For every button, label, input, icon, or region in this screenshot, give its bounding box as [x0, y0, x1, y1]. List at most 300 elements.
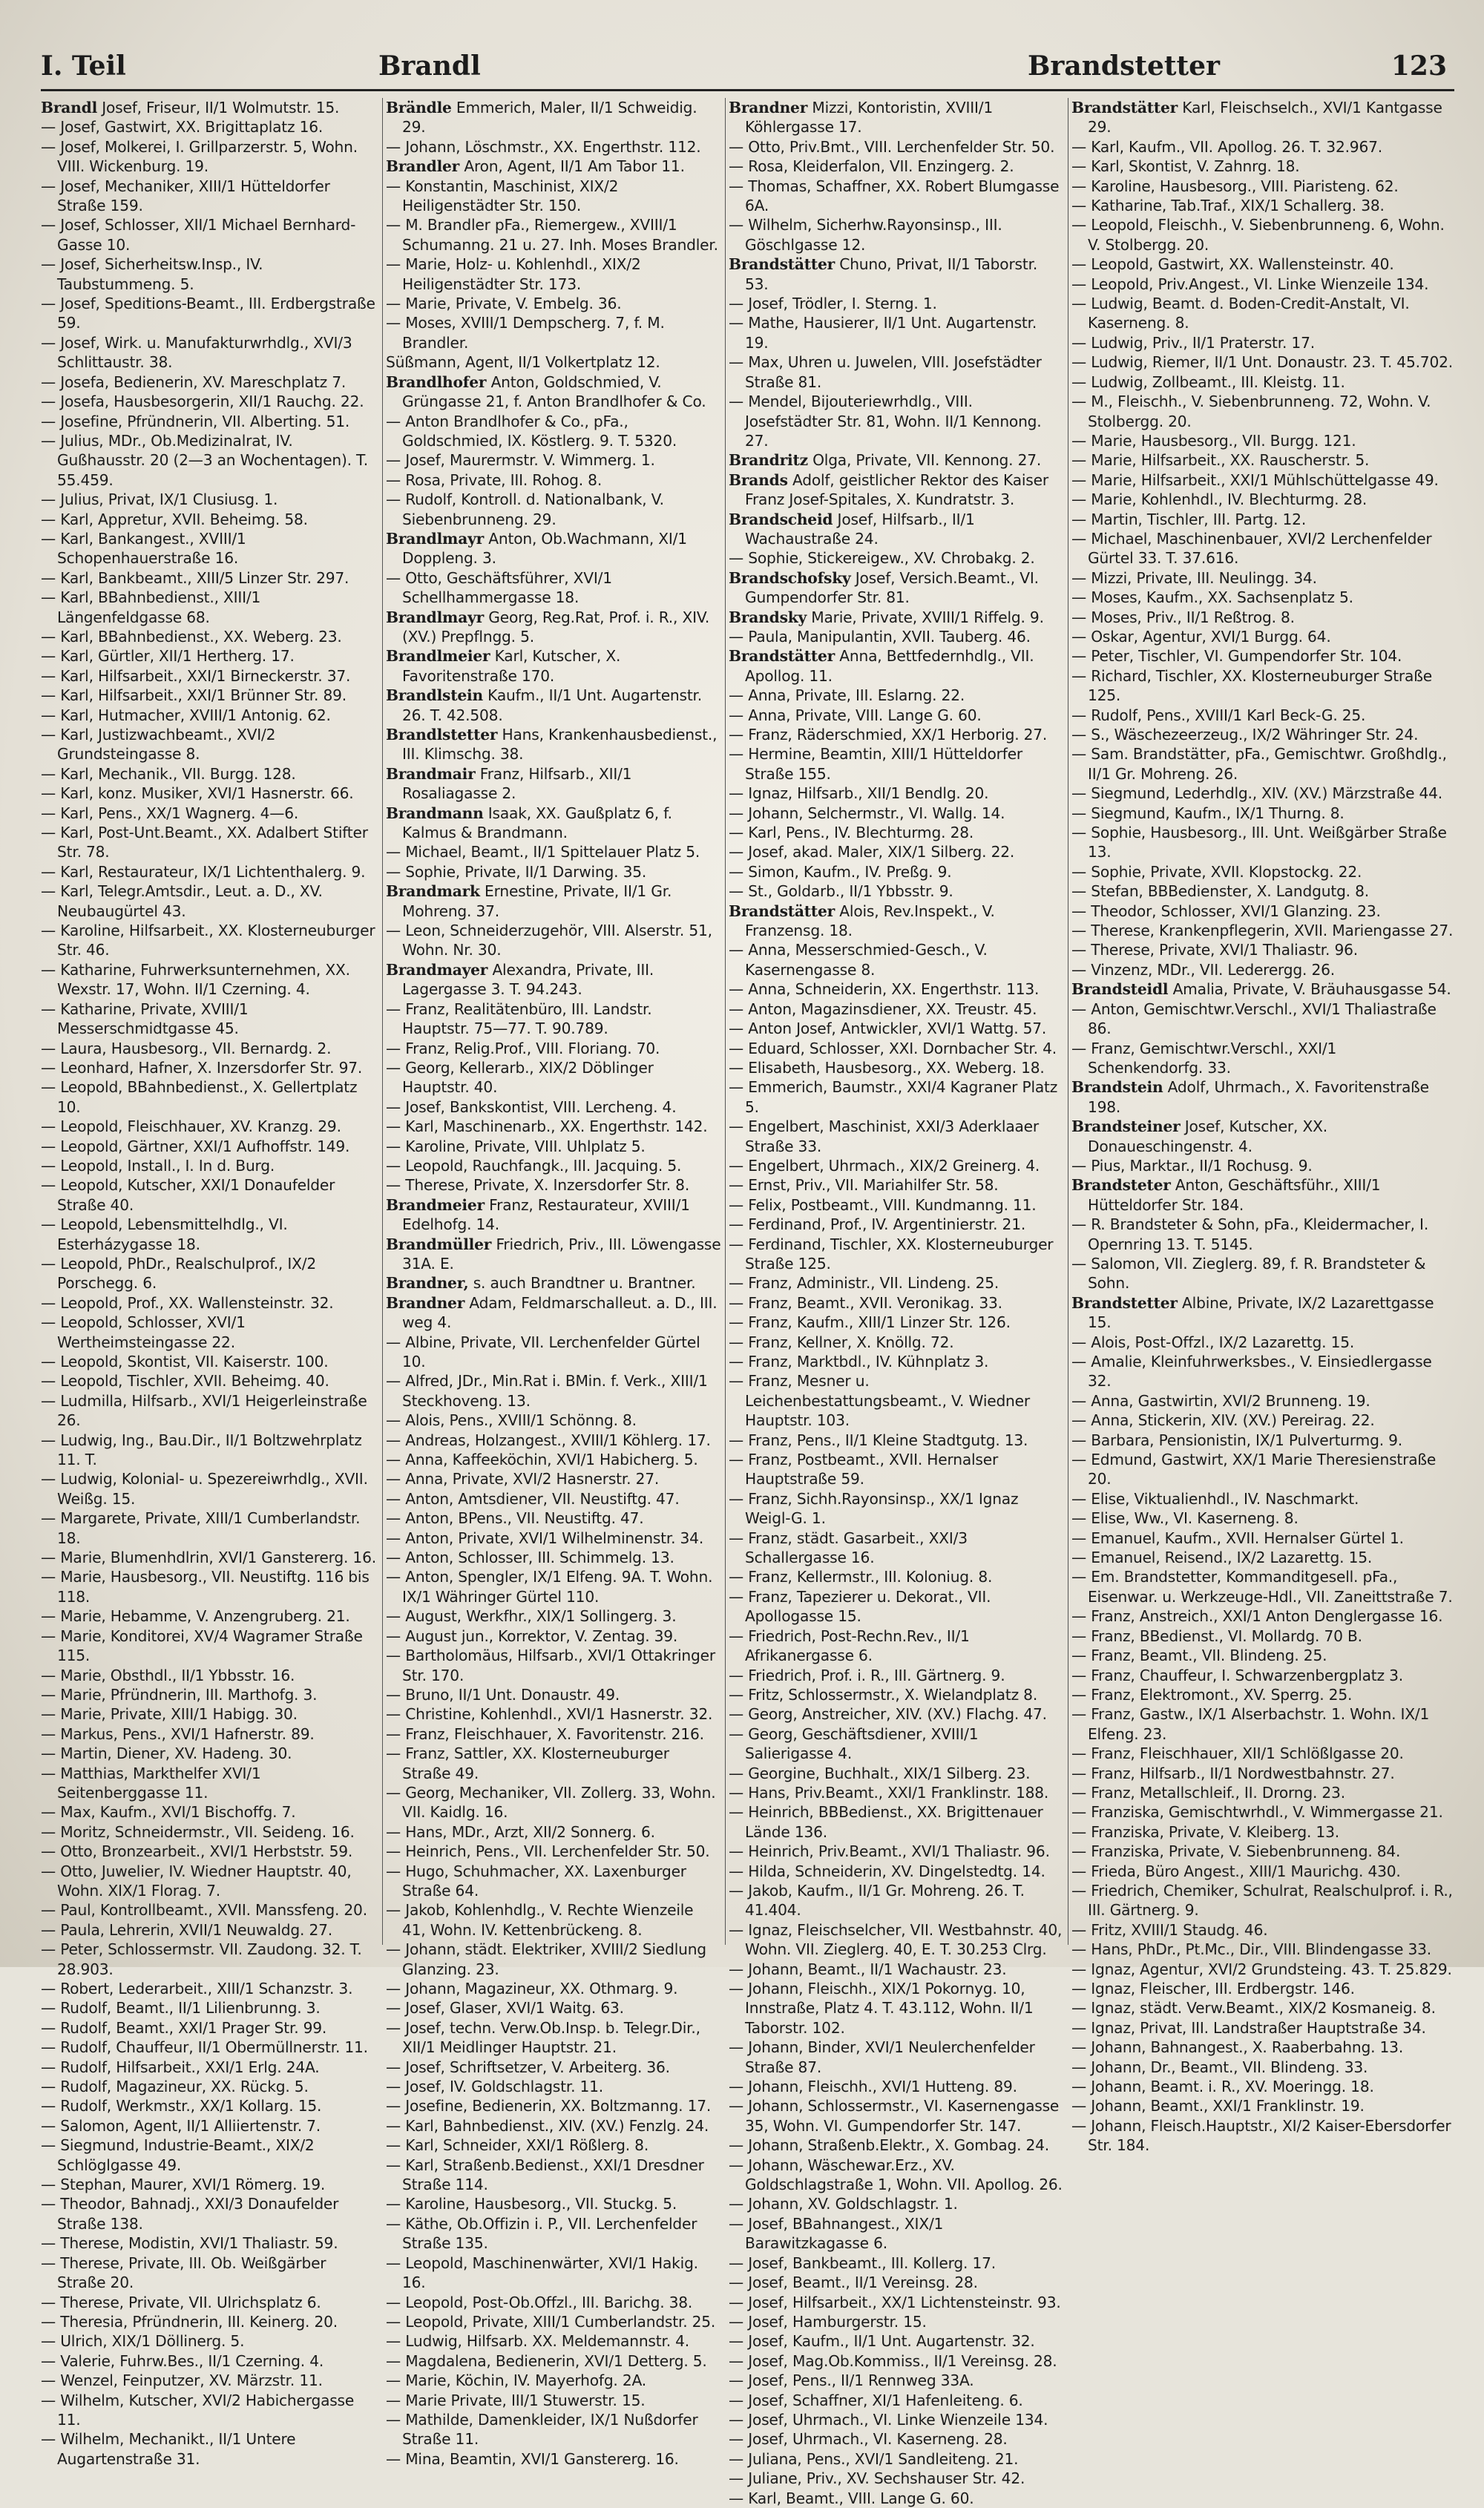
directory-entry	[41, 2371, 378, 2390]
directory-entry	[1071, 1529, 1454, 1548]
entry-text: — Stephan, Maurer, XVI/1 Römerg. 19.	[41, 2176, 326, 2194]
entry-text: Albine, Private, IX/2 Lazarettgasse 15.	[1088, 1293, 1434, 1332]
entry-text: — Marie, Obsthdl., II/1 Ybbsstr. 16.	[41, 1666, 295, 1684]
directory-entry	[729, 1077, 1064, 1117]
entry-text: — Leopold, Lebensmittelhdlg., VI. Esterházygasse 18.	[41, 1215, 288, 1253]
entry-text: — Sam. Brandstätter, pFa., Gemischtwr. Großhdlg., II/1 Gr. Mohreng. 26.	[1071, 745, 1447, 783]
entry-text: — Karl, Skontist, V. Zahnrg. 18.	[1071, 157, 1300, 176]
directory-entry	[729, 2489, 1064, 2508]
entry-text: — Georg, Kellerarb., XIX/2 Döblinger Hauptstr. 40.	[386, 1058, 654, 1097]
part-label: I. Teil	[41, 50, 126, 82]
directory-entry	[386, 1469, 721, 1488]
directory-entry	[1071, 1744, 1454, 1763]
entry-text: — Mizzi, Private, III. Neulingg. 34.	[1071, 568, 1317, 587]
directory-entry	[729, 823, 1064, 842]
directory-entry	[386, 1235, 721, 1274]
entry-text: — Leopold, Priv.Angest., VI. Linke Wienzeile 134.	[1071, 275, 1429, 293]
entry-text: — August, Werkfhr., XIX/1 Sollingerg. 3.	[386, 1607, 677, 1626]
entry-text: — Marie, Köchin, IV. Mayerhofg. 2A.	[386, 2371, 646, 2390]
entry-text: — Christine, Kohlenhdl., XVI/1 Hasnerstr. 32.	[386, 1705, 713, 1724]
entry-text: Josef, Versich.Beamt., VI. Gumpendorfer Str. 81.	[745, 568, 1039, 607]
entry-text: — M. Brandler pFa., Riemergew., XVIII/1 Schumanng. 21 u. 27. Inh. Moses Brandler.	[386, 216, 718, 254]
entry-surname: Brandmair	[386, 764, 476, 783]
directory-entry	[386, 608, 721, 647]
directory-entry	[386, 2449, 721, 2469]
entry-text: — Em. Brandstetter, Kommanditgesell. pFa., Eisenwar. u. Werkzeuge-Hdl., VII. Zaneittstraße 7.	[1071, 1568, 1453, 1606]
directory-entry	[386, 215, 721, 255]
directory-entry	[386, 2391, 721, 2410]
entry-text: — Johann, Schlossermstr., VI. Kasernengasse 35, Wohn. VI. Gumpendorfer Str. 147.	[729, 2097, 1060, 2135]
directory-entry	[41, 1077, 378, 1117]
directory-entry	[386, 2371, 721, 2390]
entry-text: — Alfred, JDr., Min.Rat i. BMin. f. Verk., XIII/1 Steckhoveng. 13.	[386, 1372, 708, 1410]
entry-text: — Marie, Hilfsarbeit., XXI/1 Mühlschüttelgasse 49.	[1071, 470, 1439, 489]
entry-text: — Leopold, Fleischh., V. Siebenbrunneng. 6, Wohn. V. Stolbergg. 20.	[1071, 216, 1445, 254]
entry-text: — Anna, Private, XVI/2 Hasnerstr. 27.	[386, 1470, 660, 1488]
entry-text: — Therese, Krankenpflegerin, XVII. Mariengasse 27.	[1071, 922, 1454, 940]
directory-entry	[1071, 2116, 1454, 2156]
entry-text: — Anton, Schlosser, III. Schimmelg. 13.	[386, 1549, 674, 1567]
entry-text: — Josef, Uhrmach., VI. Kaserneng. 28.	[729, 2430, 1008, 2449]
page-number: 123	[1391, 50, 1447, 82]
directory-entry	[386, 2312, 721, 2331]
entry-text: — Theodor, Schlosser, XVI/1 Glanzing. 23.	[1071, 902, 1381, 920]
entry-text: — Peter, Schlossermstr. VII. Zaudong. 32. T. 28.903.	[41, 1940, 362, 1978]
entry-text: — Andreas, Holzangest., XVIII/1 Köhlerg. 17.	[386, 1431, 711, 1449]
directory-entry	[41, 490, 378, 509]
entry-text: — Matthias, Markthelfer XVI/1 Seitenberggasse 11.	[41, 1764, 261, 1802]
directory-entry	[41, 510, 378, 529]
entry-text: — Markus, Pens., XVI/1 Hafnerstr. 89.	[41, 1724, 315, 1743]
entry-text: — Franz, Mesner u. Leichenbestattungsbeamt., V. Wiedner Hauptstr. 103.	[729, 1372, 1030, 1430]
directory-entry	[1071, 275, 1454, 294]
directory-entry	[386, 2293, 721, 2312]
directory-entry	[729, 784, 1064, 803]
entry-text: — Karoline, Hausbesorg., VIII. Piaristeng. 62.	[1071, 177, 1399, 195]
entry-text: — Johann, Fleisch.Hauptstr., XI/2 Kaiser-Ebersdorfer Str. 184.	[1071, 2116, 1451, 2155]
directory-entry	[729, 1666, 1064, 1685]
entry-text: — Josef, Gastwirt, XX. Brigittaplatz 16.	[41, 118, 324, 137]
directory-entry	[1071, 1509, 1454, 1528]
directory-entry	[1071, 1842, 1454, 1861]
entry-text: — Jakob, Kohlenhdlg., V. Rechte Wienzeile 41, Wohn. IV. Kettenbrückeng. 8.	[386, 1901, 694, 1939]
directory-entry	[729, 2194, 1064, 2213]
directory-entry	[729, 646, 1064, 686]
directory-entry	[1071, 1254, 1454, 1293]
directory-entry	[386, 568, 721, 608]
directory-entry	[729, 137, 1064, 157]
entry-surname: Brandlmayr	[386, 529, 485, 548]
directory-entry	[1071, 921, 1454, 940]
directory-entry	[1071, 1979, 1454, 1998]
entry-surname: Brändle	[386, 99, 452, 116]
directory-entry	[41, 2429, 378, 2469]
entry-text: Karl, Fleischselch., XVI/1 Kantgasse 29.	[1088, 99, 1442, 137]
directory-entry	[386, 1646, 721, 1685]
entry-text: — Therese, Private, VII. Ulrichsplatz 6.	[41, 2293, 321, 2311]
entry-text: — Anna, Stickerin, XIV. (XV.) Pereirag. 22.	[1071, 1411, 1375, 1430]
directory-entry	[1071, 1215, 1454, 1254]
entry-text: — Franz, Realitätenbüro, III. Landstr. Hauptstr. 75—77. T. 90.789.	[386, 999, 652, 1038]
entry-text: — Katharine, Private, XVIII/1 Messerschmidtgasse 45.	[41, 999, 249, 1038]
directory-entry	[729, 2038, 1064, 2077]
directory-entry	[729, 1175, 1064, 1195]
entry-text: — Richard, Tischler, XX. Klosterneuburger Straße 125.	[1071, 666, 1432, 705]
entry-text: — Georgine, Buchhalt., XIX/1 Silberg. 23.	[729, 1764, 1031, 1782]
entry-text: — Heinrich, Priv.Beamt., XVI/1 Thaliastr. 96.	[729, 1842, 1050, 1861]
directory-entry	[1071, 392, 1454, 431]
entry-text: — Ludwig, Hilfsarb. XX. Meldemannstr. 4.	[386, 2332, 689, 2351]
directory-entry	[41, 2018, 378, 2038]
entry-surname: Brandritz	[729, 451, 808, 470]
directory-entry	[1071, 2096, 1454, 2115]
directory-entry	[386, 1842, 721, 1861]
entry-text: — Leopold, Maschinenwärter, XVI/1 Hakig. 16.	[386, 2253, 698, 2292]
entry-surname: Brandmeier	[386, 1195, 485, 1214]
entry-text: — Hans, PhDr., Pt.Mc., Dir., VIII. Blindengasse 33.	[1071, 1940, 1431, 1959]
entry-text: — St., Goldarb., II/1 Ybbsstr. 9.	[729, 882, 953, 901]
entry-text: — Fritz, XVIII/1 Staudg. 46.	[1071, 1920, 1268, 1939]
entry-text: — Josef, Speditions-Beamt., III. Erdbergstraße 59.	[41, 295, 375, 332]
entry-text: — Leopold, Post-Ob.Offzl., III. Barichg. 38.	[386, 2293, 693, 2311]
directory-entry	[386, 137, 721, 157]
directory-entry	[729, 157, 1064, 176]
directory-entry	[41, 1058, 378, 1077]
directory-entry	[1071, 1117, 1454, 1156]
entry-text: — Heinrich, BBBedienst., XX. Brigittenauer Lände 136.	[729, 1803, 1043, 1841]
entry-text: — Therese, Private, X. Inzersdorfer Str. 8.	[386, 1176, 690, 1195]
entry-text: — M., Fleischh., V. Siebenbrunneng. 72, Wohn. V. Stolbergg. 20.	[1071, 393, 1431, 430]
directory-entry	[1071, 1666, 1454, 1685]
entry-text: — Karl, Hutmacher, XVIII/1 Antonig. 62.	[41, 706, 331, 724]
directory-entry	[1071, 568, 1454, 588]
entry-text: — Franz, Sichh.Rayonsinsp., XX/1 Ignaz Weigl-G. 1.	[729, 1489, 1019, 1528]
entry-text: — Franziska, Private, V. Kleiberg. 13.	[1071, 1822, 1339, 1841]
directory-entry	[41, 2175, 378, 2194]
entry-text: — Josef, IV. Goldschlagstr. 11.	[386, 2078, 604, 2096]
entry-text: — Laura, Hausbesorg., VII. Bernardg. 2.	[41, 1039, 332, 1057]
entry-surname: Brandlstetter	[386, 726, 498, 743]
directory-entry	[1071, 804, 1454, 823]
entry-text: — Siegmund, Industrie-Beamt., XIX/2 Schlöglgasse 49.	[41, 2136, 315, 2174]
entry-text: — Siegmund, Kaufm., IX/1 Thurng. 8.	[1071, 804, 1345, 822]
directory-entry	[41, 2096, 378, 2115]
entry-text: — Marie Private, III/1 Stuwerstr. 15.	[386, 2391, 646, 2409]
entry-text: — Therese, Private, XVI/1 Thaliastr. 96.	[1071, 941, 1358, 959]
entry-text: — Friedrich, Post-Rechn.Rev., II/1 Afrikanergasse 6.	[729, 1626, 970, 1665]
directory-entry	[1071, 431, 1454, 450]
column-2	[386, 98, 721, 2468]
entry-text: — R. Brandsteter & Sohn, pFa., Kleidermacher, I. Opernring 13. T. 5145.	[1071, 1215, 1429, 1253]
directory-entry	[729, 1333, 1064, 1352]
entry-text: — Rosa, Kleiderfalon, VII. Enzingerg. 2.	[729, 157, 1014, 176]
entry-text: — Franz, Fleischhauer, X. Favoritenstr. 216.	[386, 1724, 704, 1743]
entry-text: — Franz, Administr., VII. Lindeng. 25.	[729, 1274, 999, 1293]
directory-entry	[1071, 1039, 1454, 1078]
entry-text: — Franz, Relig.Prof., VIII. Floriang. 70.	[386, 1039, 660, 1057]
directory-entry	[386, 2214, 721, 2253]
directory-entry	[1071, 1431, 1454, 1450]
entry-text: — Johann, städt. Elektriker, XVIII/2 Siedlung Glanzing. 23.	[386, 1940, 706, 1978]
directory-entry	[386, 1529, 721, 1548]
directory-entry	[41, 1431, 378, 1470]
directory-entry	[1071, 725, 1454, 744]
entry-text: — Anna, Gastwirtin, XVI/2 Brunneng. 19.	[1071, 1391, 1370, 1410]
entry-text: — Johann, Magazineur, XX. Othmarg. 9.	[386, 1980, 678, 1997]
entry-surname: Brandmüller	[386, 1235, 492, 1253]
directory-entry	[1071, 979, 1454, 999]
entry-text: Franz, Hilfsarb., XII/1 Rosaliagasse 2.	[402, 764, 632, 803]
entry-surname: Brandsteidl	[1071, 980, 1169, 999]
entry-text: — Moritz, Schneidermstr., VII. Seideng. 16.	[41, 1822, 355, 1841]
entry-text: — Leopold, BBahnbedienst., X. Gellertplatz 10.	[41, 1078, 358, 1116]
entry-text: — Otto, Priv.Bmt., VIII. Lerchenfelder Str. 50.	[729, 137, 1055, 156]
entry-text: Franz, Restaurateur, XVIII/1 Edelhofg. 14.	[402, 1195, 690, 1234]
entry-text: — Friedrich, Prof. i. R., III. Gärtnerg. 9.	[729, 1666, 1005, 1684]
entry-text: — Ignaz, Fleischselcher, VII. Westbahnstr. 40, Wohn. VII. Zieglerg. 40, E. T. 30.253 Clrg.	[729, 1920, 1063, 1959]
directory-entry	[386, 1175, 721, 1195]
entry-text: — Wilhelm, Kutscher, XVI/2 Habichergasse 11.	[41, 2391, 355, 2429]
directory-entry	[729, 1529, 1064, 1568]
entry-text: — Ludwig, Priv., II/1 Praterstr. 17.	[1071, 333, 1315, 352]
directory-entry	[1071, 1764, 1454, 1783]
entry-text: — Franz, Metallschleif., II. Drorng. 23.	[1071, 1783, 1345, 1802]
directory-entry	[386, 294, 721, 313]
entry-text: — Alois, Pens., XVIII/1 Schönng. 8.	[386, 1411, 637, 1430]
directory-entry	[41, 706, 378, 725]
directory-entry	[41, 372, 378, 392]
directory-entry	[41, 1137, 378, 1156]
entry-text: Karl, Kutscher, X. Favoritenstraße 170.	[402, 647, 621, 685]
entry-text: — Mathe, Hausierer, II/1 Unt. Augartenstr. 19.	[729, 314, 1037, 352]
directory-entry	[1071, 646, 1454, 666]
directory-entry	[41, 1862, 378, 1901]
entry-text: — Franz, BBedienst., VI. Mollardg. 70 B.	[1071, 1626, 1362, 1645]
directory-entry	[386, 1509, 721, 1528]
directory-entry	[386, 1411, 721, 1430]
directory-entry	[729, 1881, 1064, 1920]
entry-text: — Bruno, II/1 Unt. Donaustr. 49.	[386, 1685, 620, 1704]
directory-entry	[1071, 333, 1454, 352]
directory-entry	[386, 1371, 721, 1411]
directory-entry	[729, 2293, 1064, 2312]
directory-entry	[386, 646, 721, 686]
entry-text: s. auch Brandtner u. Brantner.	[468, 1274, 696, 1293]
directory-entry	[1071, 784, 1454, 803]
directory-entry	[386, 725, 721, 764]
column-divider	[382, 98, 383, 1945]
entry-text: — Marie, Blumenhdlrin, XVI/1 Ganstererg. 16.	[41, 1549, 376, 1567]
directory-entry	[1071, 470, 1454, 490]
entry-surname: Brandl	[41, 99, 98, 116]
entry-text: — Magdalena, Bedienerin, XVI/1 Detterg. 5.	[386, 2351, 707, 2370]
directory-entry	[1071, 2038, 1454, 2057]
entry-text: — Paula, Lehrerin, XVII/1 Neuwaldg. 27.	[41, 1920, 332, 1939]
directory-entry	[729, 1156, 1064, 1175]
entry-text: — Emanuel, Reisend., IX/2 Lazarettg. 15.	[1071, 1549, 1373, 1567]
entry-text: — Leopold, Skontist, VII. Kaiserstr. 100.	[41, 1353, 329, 1370]
directory-entry	[729, 1685, 1064, 1704]
entry-text: — Mina, Beamtin, XVI/1 Ganstererg. 16.	[386, 2449, 679, 2468]
directory-entry	[41, 2038, 378, 2057]
directory-entry	[729, 1626, 1064, 1666]
entry-text: — Karl, Bankangest., XVIII/1 Schopenhauerstraße 16.	[41, 529, 246, 568]
directory-entry	[729, 313, 1064, 352]
entry-text: — Georg, Geschäftsdiener, XVIII/1 Salierigasse 4.	[729, 1724, 979, 1763]
entry-text: — Franz, Postbeamt., XVII. Hernalser Hauptstraße 59.	[729, 1451, 999, 1488]
entry-text: Josef, Hilfsarb., II/1 Wachaustraße 24.	[745, 510, 975, 548]
directory-entry	[729, 2351, 1064, 2371]
entry-text: — Karoline, Hilfsarbeit., XX. Klosterneuburger Str. 46.	[41, 922, 375, 959]
directory-entry	[386, 2194, 721, 2213]
entry-surname: Brandstätter	[729, 647, 835, 666]
entry-text: Chuno, Privat, II/1 Taborstr. 53.	[745, 255, 1038, 293]
entry-text: — Albine, Private, VII. Lerchenfelder Gürtel 10.	[386, 1333, 700, 1370]
entry-surname: Brandmark	[386, 882, 480, 901]
entry-text: — Franz, Anstreich., XXI/1 Anton Denglergasse 16.	[1071, 1607, 1443, 1626]
directory-entry	[729, 2429, 1064, 2449]
entry-text: — Franz, Kellermstr., III. Koloniug. 8.	[729, 1568, 993, 1586]
directory-entry	[41, 431, 378, 490]
entry-text: — Anton, BPens., VII. Neustiftg. 47.	[386, 1509, 644, 1528]
entry-text: — Hilda, Schneiderin, XV. Dingelstedtg. 14.	[729, 1862, 1045, 1880]
directory-entry	[386, 2096, 721, 2115]
entry-text: — Rosa, Private, III. Rohog. 8.	[386, 470, 603, 489]
entry-surname: Brands	[729, 470, 788, 489]
entry-surname: Brandstätter	[1071, 99, 1178, 116]
directory-entry	[386, 1704, 721, 1724]
entry-text: — Karl, Kaufm., VII. Apollog. 26. T. 32.967.	[1071, 137, 1382, 156]
directory-entry	[41, 1979, 378, 1998]
directory-entry	[386, 882, 721, 921]
entry-text: Emmerich, Maler, II/1 Schweidig. 29.	[402, 99, 697, 137]
directory-entry	[729, 862, 1064, 882]
entry-text: — Rudolf, Hilfsarbeit., XXI/1 Erlg. 24A.	[41, 2058, 320, 2076]
entry-text: — Hermine, Beamtin, XIII/1 Hütteldorfer Straße 155.	[729, 745, 1023, 783]
directory-entry	[41, 784, 378, 803]
directory-entry	[386, 2156, 721, 2195]
directory-entry	[1071, 1862, 1454, 1881]
directory-entry	[41, 1998, 378, 2018]
directory-entry	[1071, 999, 1454, 1039]
entry-text: — Paula, Manipulantin, XVII. Tauberg. 46.	[729, 627, 1031, 646]
directory-entry	[729, 1920, 1064, 1960]
directory-entry	[729, 2371, 1064, 2390]
entry-text: — Karl, Post-Unt.Beamt., XX. Adalbert Stifter Str. 78.	[41, 824, 368, 861]
entry-text: — Wilhelm, Mechanikt., II/1 Untere Augartenstraße 31.	[41, 2430, 296, 2468]
directory-entry	[729, 470, 1064, 510]
entry-text: — Elise, Ww., VI. Kaserneng. 8.	[1071, 1509, 1298, 1528]
directory-entry	[1071, 1489, 1454, 1509]
directory-entry	[386, 2058, 721, 2077]
directory-entry	[41, 2194, 378, 2233]
directory-entry	[41, 823, 378, 862]
entry-text: — Marie, Hausbesorg., VII. Burgg. 121.	[1071, 431, 1356, 450]
directory-entry	[386, 1685, 721, 1704]
directory-entry	[41, 2312, 378, 2331]
directory-entry	[729, 294, 1064, 313]
entry-text: — Anna, Private, III. Eslarng. 22.	[729, 686, 965, 705]
entry-text: — Franz, Beamt., XVII. Veronikag. 33.	[729, 1293, 1002, 1312]
entry-text: — Katharine, Fuhrwerksunternehmen, XX. Wexstr. 17, Wohn. II/1 Czerning. 4.	[41, 960, 350, 999]
entry-text: — Josef, Uhrmach., VI. Linke Wienzeile 134.	[729, 2410, 1048, 2429]
entry-text: — Marie, Hilfsarbeit., XX. Rauscherstr. 5.	[1071, 451, 1370, 470]
directory-entry	[41, 1567, 378, 1606]
entry-text: — Josefa, Hausbesorgerin, XII/1 Rauchg. 22.	[41, 393, 364, 411]
entry-text: Josef, Friseur, II/1 Wolmutstr. 15.	[97, 99, 340, 116]
entry-text: — Josef, Schaffner, XI/1 Hafenleiteng. 6.	[729, 2391, 1023, 2409]
directory-entry	[729, 882, 1064, 901]
entry-text: — Anton Brandlhofer & Co., pFa., Goldschmied, IX. Köstlerg. 9. T. 5320.	[386, 412, 677, 450]
directory-entry	[41, 1391, 378, 1431]
directory-entry	[729, 1862, 1064, 1881]
directory-entry	[41, 2058, 378, 2077]
directory-entry	[41, 862, 378, 882]
entry-text: — Paul, Kontrollbeamt., XVII. Manssfeng. 20.	[41, 1901, 367, 1920]
entry-text: — Marie, Konditorei, XV/4 Wagramer Straße 115.	[41, 1626, 363, 1665]
directory-entry	[1071, 940, 1454, 959]
directory-entry	[1071, 529, 1454, 568]
entry-text: Kaufm., II/1 Unt. Augartenstr. 26. T. 42.508.	[402, 686, 703, 724]
directory-entry	[386, 1117, 721, 1136]
directory-entry	[1071, 862, 1454, 882]
entry-text: — Josef, BBahnangest., XIX/1 Barawitzkagasse 6.	[729, 2214, 944, 2253]
entry-text: — Karl, BBahnbedienst., XIII/1 Längenfeldgasse 68.	[41, 588, 261, 626]
directory-entry	[729, 706, 1064, 725]
entry-text: Anton, Ob.Wachmann, XI/1 Doppleng. 3.	[402, 529, 687, 568]
entry-text: — Anna, Schneiderin, XX. Engerthstr. 113.	[729, 980, 1040, 999]
entry-text: — Franz, Marktbdl., IV. Kühnplatz 3.	[729, 1353, 989, 1370]
entry-text: — Mendel, Bijouteriewrhdlg., VIII. Josefstädter Str. 81, Wohn. II/1 Kennong. 27.	[729, 393, 1042, 450]
entry-text: — Katharine, Tab.Traf., XIX/1 Schallerg. 38.	[1071, 197, 1385, 215]
entry-text: — Johann, Wäschewar.Erz., XV. Goldschlagstraße 1, Wohn. VII. Apollog. 26.	[729, 2156, 1063, 2194]
entry-text: — Leon, Schneiderzugehör, VIII. Alserstr. 51, Wohn. Nr. 30.	[386, 922, 712, 959]
entry-text: — Marie, Pfründnerin, III. Marthofg. 3.	[41, 1685, 318, 1704]
directory-entry	[41, 1822, 378, 1842]
directory-entry	[41, 1371, 378, 1391]
directory-entry	[729, 2469, 1064, 2488]
entry-surname: Brandstein	[1071, 1078, 1163, 1097]
directory-entry	[729, 842, 1064, 861]
entry-text: — Karl, Hilfsarbeit., XXI/1 Birneckerstr. 37.	[41, 666, 351, 685]
entry-text: Marie, Private, XVIII/1 Riffelg. 9.	[807, 608, 1044, 626]
directory-entry	[1071, 137, 1454, 157]
directory-entry	[386, 1273, 721, 1293]
directory-entry	[1071, 1567, 1454, 1606]
entry-text: — Johann, XV. Goldschlagstr. 1.	[729, 2195, 958, 2213]
directory-entry	[41, 588, 378, 627]
entry-text: — Rudolf, Kontroll. d. Nationalbank, V. Siebenbrunneng. 29.	[386, 490, 664, 528]
directory-entry	[41, 1744, 378, 1763]
directory-entry	[729, 1313, 1064, 1332]
directory-entry	[386, 2331, 721, 2351]
directory-entry	[41, 627, 378, 646]
entry-text: — Leonhard, Hafner, X. Inzersdorfer Str. 97.	[41, 1058, 363, 1077]
directory-entry	[386, 1626, 721, 1646]
entry-text: Adam, Feldmarschalleut. a. D., III. weg 4.	[402, 1293, 718, 1332]
entry-text: — Josef, Beamt., II/1 Vereinsg. 28.	[729, 2274, 978, 2292]
entry-text: — Engelbert, Maschinist, XXI/3 Aderklaaer Straße 33.	[729, 1117, 1039, 1155]
directory-entry	[386, 1333, 721, 1372]
directory-entry	[729, 1489, 1064, 1529]
directory-entry	[1071, 1077, 1454, 1117]
directory-entry	[386, 1137, 721, 1156]
directory-entry	[729, 725, 1064, 744]
directory-entry	[41, 1469, 378, 1509]
directory-entry	[729, 1802, 1064, 1842]
directory-entry	[41, 2077, 378, 2096]
entry-text: — Franz, Fleischhauer, XII/1 Schlößlgasse 20.	[1071, 1744, 1404, 1763]
